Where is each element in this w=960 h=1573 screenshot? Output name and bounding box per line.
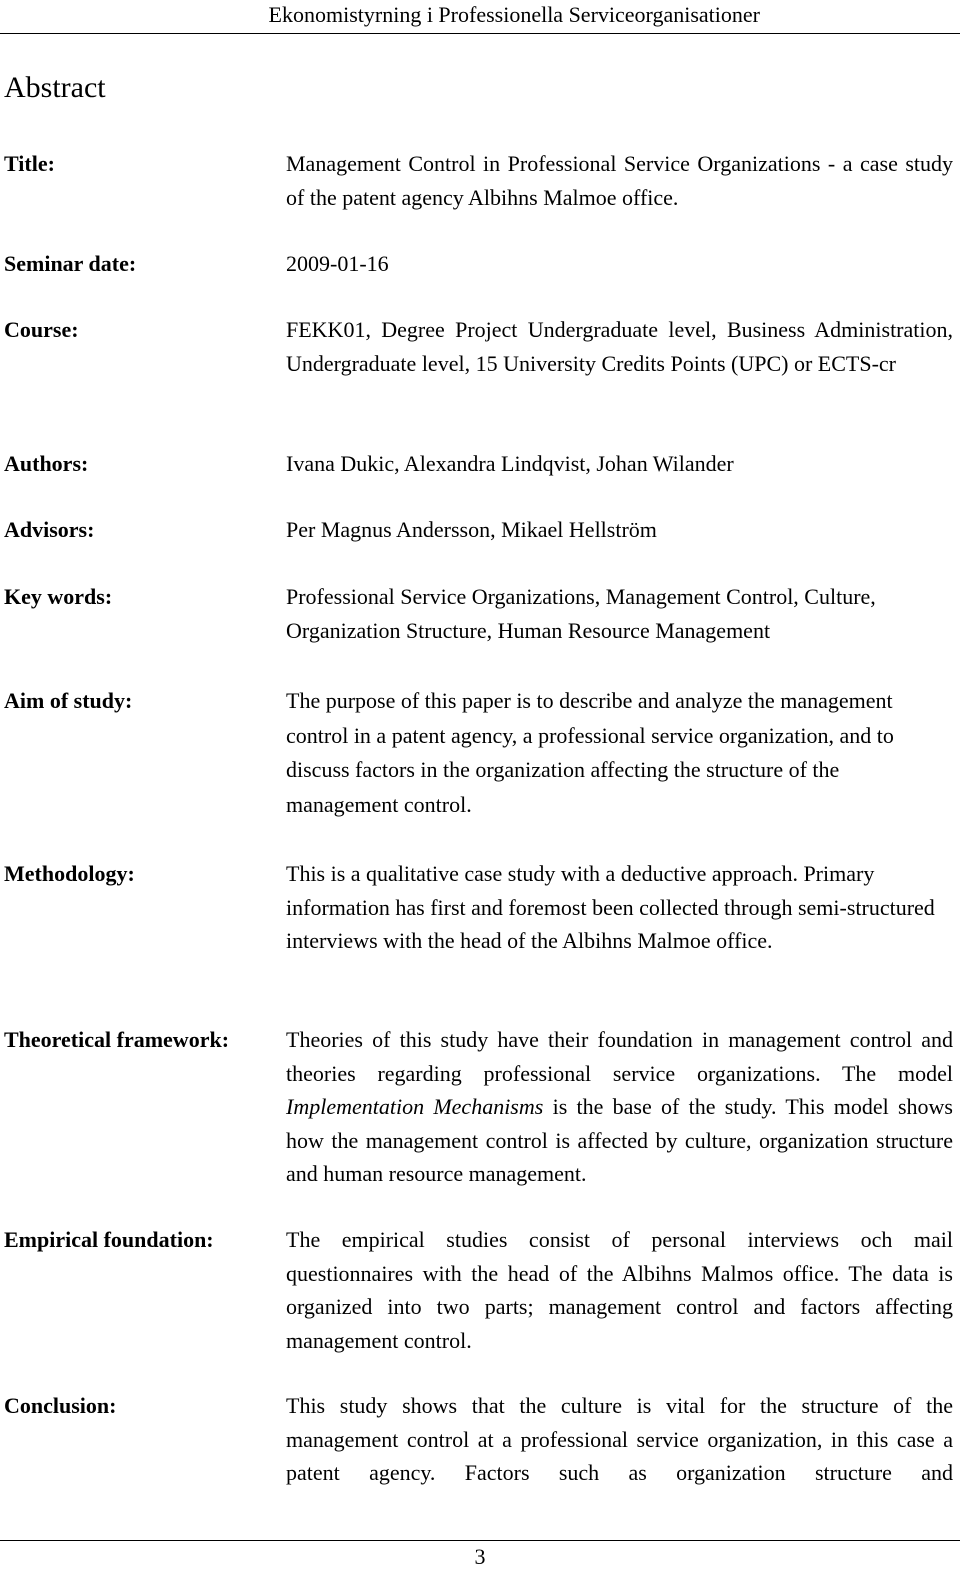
course-value: FEKK01, Degree Project Undergraduate level, Business Administration, Undergraduate level, 15 University Credits Points (UPC) or ECTS-cr xyxy=(286,317,953,376)
empirical-foundation-label: Empirical foundation: xyxy=(4,1227,214,1252)
key-words-value: Professional Service Organizations, Management Control, Culture, Organization Structure, Human Resource Management xyxy=(286,584,876,643)
authors-value: Ivana Dukic, Alexandra Lindqvist, Johan Wilander xyxy=(286,451,734,476)
abstract-heading: Abstract xyxy=(4,71,106,104)
theoretical-framework-label: Theoretical framework: xyxy=(4,1027,230,1052)
methodology-value: This is a qualitative case study with a deductive approach. Primary information has first and foremost been collected through semi-structured interviews with the head of the Albihns Malmoe office. xyxy=(286,861,935,953)
conclusion-value: This study shows that the culture is vital for the structure of the management control at a professional service organization, in this case a patent agency. Factors such as organization structure and xyxy=(286,1393,953,1485)
advisors-label: Advisors: xyxy=(4,517,95,542)
model-name: Implementation Mechanisms xyxy=(286,1094,544,1119)
authors-label: Authors: xyxy=(4,451,89,476)
seminar-date-label: Seminar date: xyxy=(4,251,137,276)
seminar-date-value: 2009-01-16 xyxy=(286,251,389,276)
header-rule xyxy=(0,33,960,34)
running-title: Ekonomistyrning i Professionella Serviceorganisationer xyxy=(268,2,760,27)
conclusion-label: Conclusion: xyxy=(4,1393,117,1418)
title-label: Title: xyxy=(4,151,55,176)
aim-value: The purpose of this paper is to describe and analyze the management control in a patent agency, a professional service organization, and to discuss factors in the organization affecting the structure of the management control. xyxy=(286,688,894,817)
title-value: Management Control in Professional Service Organizations - a case study of the patent agency Albihns Malmoe office. xyxy=(286,151,953,210)
running-header xyxy=(0,0,960,36)
aim-label: Aim of study: xyxy=(4,688,133,713)
advisors-value: Per Magnus Andersson, Mikael Hellström xyxy=(286,517,657,542)
theoretical-text-2: is the base of the study. This model shows how the management control is affected by culture, organization structure and human resource management. xyxy=(286,1094,953,1186)
methodology-label: Methodology: xyxy=(4,861,135,886)
empirical-foundation-value: The empirical studies consist of personal interviews och mail questionnaires with the head of the Albihns Malmos office. The data is organized into two parts; management control and factors affecting management control. xyxy=(286,1227,953,1353)
footer-rule xyxy=(0,1540,960,1541)
key-words-label: Key words: xyxy=(4,584,113,609)
page-number: 3 xyxy=(474,1544,486,1569)
theoretical-framework-value xyxy=(286,1023,953,1191)
theoretical-text-1: Theories of this study have their foundation in management control and theories regarding professional service organizations. The model xyxy=(286,1027,953,1086)
course-label: Course: xyxy=(4,317,79,342)
